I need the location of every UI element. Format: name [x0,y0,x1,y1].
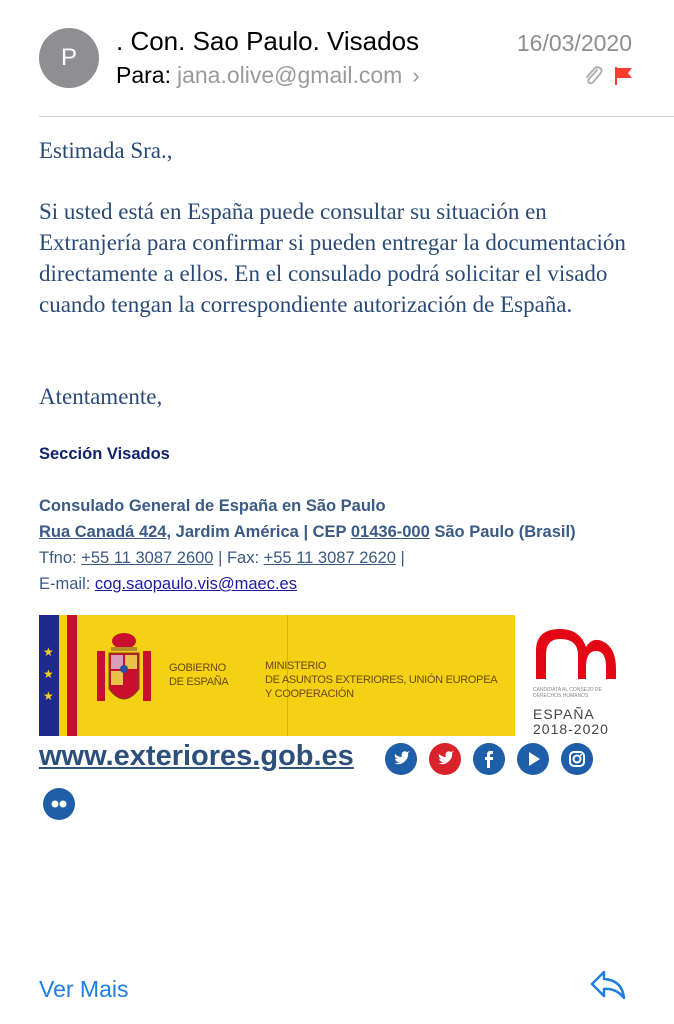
body-paragraph: Si usted está en España puede consultar su situación en Extranjería para confirmar si pueden entregar la documentación directamente a ellos. En el consulado podrá solicitar el visado cuando tengan la correspondiente autorización de España. [39,199,626,317]
chevron-right-icon[interactable]: › [412,63,420,88]
logo-country: ESPAÑA 2018-2020 [533,706,609,737]
tel-link[interactable]: +55 11 3087 2600 [81,549,214,567]
email-label: E-mail: [39,575,95,593]
address-rest: , Jardim América | CEP [166,523,351,541]
address-city: São Paulo (Brasil) [429,523,576,541]
eu-flag-strip [39,615,75,736]
greeting: Estimada Sra., [39,138,173,163]
recipient-address[interactable]: jana.olive@gmail.com [176,62,403,88]
sender-avatar[interactable]: P [39,28,99,88]
signature-email [39,575,297,594]
header-divider [39,116,674,117]
twitter-icon[interactable] [429,743,461,775]
espana-2018-2020-logo [524,615,624,740]
email-header [0,0,674,116]
org-name: Consulado General de España en São Paulo [39,497,386,515]
ver-mais-link[interactable]: Ver Mais [39,976,129,1002]
tel-label: Tfno: [39,549,82,567]
email-link[interactable]: cog.saopaulo.vis@maec.es [94,575,297,593]
to-label: Para: [116,62,171,88]
fax-link[interactable]: +55 11 3087 2620 [263,549,396,567]
signature-address [39,523,576,542]
flag-icon[interactable] [614,66,634,86]
gobierno-label: GOBIERNO DE ESPAÑA [169,662,229,688]
address-cep-link[interactable]: 01436-000 [350,523,430,541]
email-date: 16/03/2020 [516,30,632,56]
youtube-icon[interactable] [517,743,549,775]
coat-of-arms-icon [89,629,159,721]
address-street-link[interactable]: Rua Canadá 424 [39,523,167,541]
signature-phone [39,549,405,568]
closing: Atentamente, [39,384,163,409]
star-icon: ★ [43,667,54,681]
signature-org [39,497,386,516]
ministerio-label: MINISTERIO DE ASUNTOS EXTERIORES, UNIÓN EUROPEA Y COOPERACIÓN [265,660,498,700]
fax-end: | [395,549,405,567]
signature-section: Sección Visados [39,445,170,463]
website-link[interactable]: www.exteriores.gob.es [39,740,354,772]
arch-logo-icon [524,619,624,689]
reply-icon[interactable] [588,966,628,1002]
recipient-row[interactable] [116,62,420,89]
instagram-icon[interactable] [561,743,593,775]
paperclip-icon [582,64,604,88]
logo-caption: CANDIDATA AL CONSEJO DE DERECHOS HUMANOS [533,687,602,699]
star-icon: ★ [43,689,54,703]
star-icon: ★ [43,645,54,659]
government-banner [39,615,515,736]
flickr-icon[interactable] [43,788,75,820]
sender-name[interactable]: . Con. Sao Paulo. Visados [116,26,420,56]
twitter-icon[interactable] [385,743,417,775]
facebook-icon[interactable] [473,743,505,775]
fax-label: | Fax: [213,549,264,567]
